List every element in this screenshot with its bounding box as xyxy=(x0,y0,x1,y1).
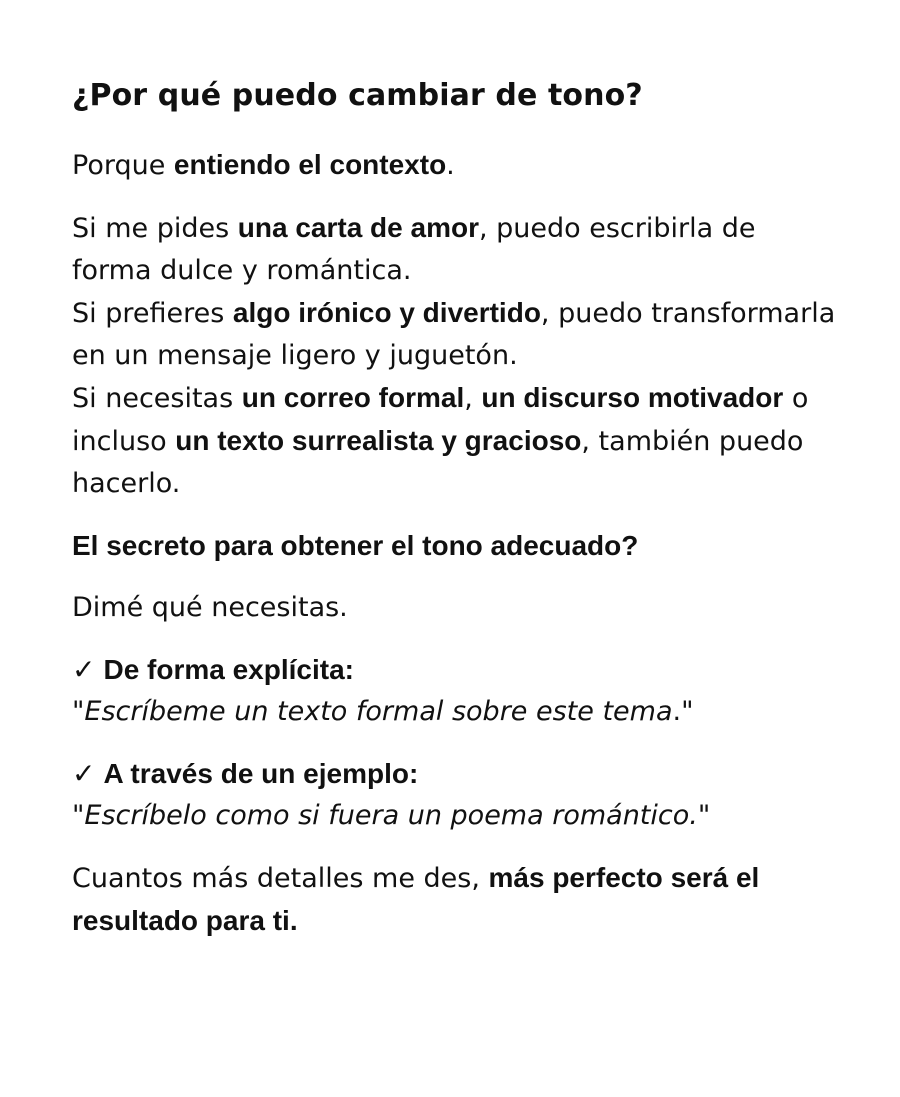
emphasis-text: entiendo el contexto xyxy=(173,149,447,180)
text: , xyxy=(464,383,482,414)
text: Si me pides xyxy=(72,213,238,244)
text: . xyxy=(446,150,455,181)
text: , también puedo hacerlo. xyxy=(72,426,804,499)
option-quote xyxy=(72,691,842,733)
option-title xyxy=(72,649,842,691)
emphasis-text: una carta de amor xyxy=(237,212,479,243)
quote-mark: " xyxy=(697,800,711,831)
closing-paragraph xyxy=(72,857,842,943)
text: o incluso xyxy=(72,383,809,457)
quote-mark: " xyxy=(72,800,85,831)
option-title xyxy=(72,753,842,795)
option-label: De forma explícita: xyxy=(103,654,354,685)
quote-text: Escríbelo como si fuera un poema romántico. xyxy=(84,800,698,831)
text: Porque xyxy=(72,150,174,181)
checkmark-icon: ✓ xyxy=(72,654,96,685)
quote-mark: ." xyxy=(672,696,694,727)
emphasis-text: algo irónico y divertido xyxy=(232,297,541,328)
text: Si necesitas xyxy=(72,383,242,414)
text: Cuantos más detalles me des, xyxy=(72,863,489,894)
emphasis-text: un texto surrealista y gracioso xyxy=(175,425,582,456)
secret-line: El secreto para obtener el tono adecuado? xyxy=(72,530,639,561)
text: , puedo transformarla en un mensaje ligero y juguetón. xyxy=(72,298,836,371)
option-example xyxy=(72,753,842,837)
tell-line: Dimé qué necesitas. xyxy=(72,592,348,623)
document-page xyxy=(72,72,842,943)
option-quote xyxy=(72,795,842,837)
emphasis-text: un correo formal xyxy=(241,382,465,413)
quote-text: Escríbeme un texto formal sobre este tema xyxy=(84,696,673,727)
text: , puedo escribirla de forma dulce y romántica. xyxy=(72,213,756,286)
page-title: ¿Por qué puedo cambiar de tono? xyxy=(72,78,643,113)
option-label: A través de un ejemplo: xyxy=(103,758,419,789)
emphasis-text: más perfecto será el resultado para ti. xyxy=(72,862,760,936)
paragraph-context xyxy=(72,144,842,187)
quote-mark: " xyxy=(72,696,85,727)
emphasis-text: un discurso motivador xyxy=(481,382,784,413)
checkmark-icon: ✓ xyxy=(72,758,96,789)
paragraph-examples xyxy=(72,207,842,505)
text: Si prefieres xyxy=(72,298,233,329)
option-explicit xyxy=(72,649,842,733)
